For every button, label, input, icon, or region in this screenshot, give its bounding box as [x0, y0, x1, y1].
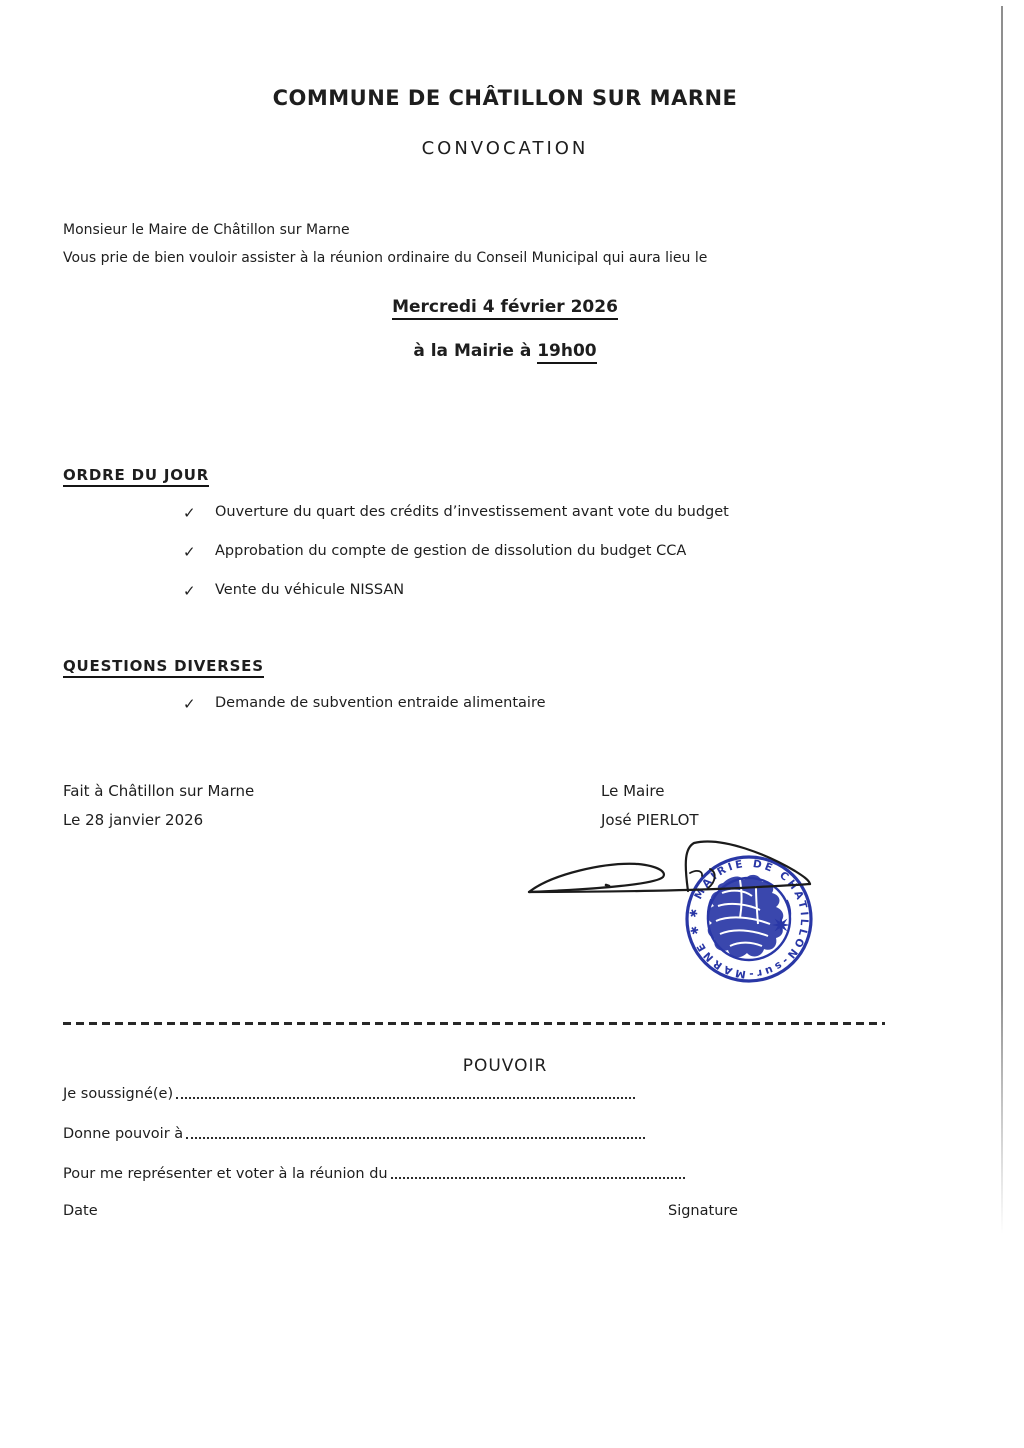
agenda-heading: ORDRE DU JOUR	[63, 466, 209, 484]
scan-artifact-line	[1001, 6, 1003, 1234]
meeting-time: 19h00	[537, 341, 596, 364]
questions-heading: QUESTIONS DIVERSES	[63, 657, 264, 675]
donne-pouvoir-label: Donne pouvoir à	[63, 1126, 184, 1142]
meeting-place-line	[0, 341, 1010, 361]
agenda-item-text: Vente du véhicule NISSAN	[215, 582, 405, 598]
check-icon: ✓	[183, 543, 196, 561]
signer-title: Le Maire	[601, 782, 665, 800]
pouvoir-heading: POUVOIR	[462, 1056, 548, 1076]
intro-line-1: Monsieur le Maire de Châtillon sur Marne	[63, 222, 350, 238]
agenda-item	[183, 543, 729, 561]
meeting-place: à la Mairie à	[413, 341, 538, 361]
meeting-date: Mercredi 4 février 2026	[392, 297, 618, 320]
agenda-item-text: Ouverture du quart des crédits d’investissement avant vote du budget	[215, 504, 729, 520]
intro-paragraph	[63, 216, 707, 272]
pouvoir-line-soussigne	[63, 1086, 635, 1102]
questions-item-text: Demande de subvention entraide alimentaire	[215, 695, 546, 711]
questions-list	[183, 695, 546, 734]
document-subtitle: CONVOCATION	[421, 138, 589, 159]
agenda-item	[183, 582, 729, 600]
closing-place-date	[63, 777, 254, 835]
agenda-list	[183, 504, 729, 621]
soussigne-label: Je soussigné(e)	[63, 1086, 174, 1102]
signer-block	[601, 777, 699, 835]
agenda-item	[183, 504, 729, 522]
pouvoir-line-representer	[63, 1166, 685, 1182]
date-label: Date	[63, 1203, 98, 1219]
document-title: COMMUNE DE CHÂTILLON SUR MARNE	[272, 86, 738, 110]
representer-dotted-line	[391, 1177, 685, 1179]
check-icon: ✓	[183, 504, 196, 522]
check-icon: ✓	[183, 695, 196, 713]
questions-item	[183, 695, 546, 713]
intro-line-2: Vous prie de bien vouloir assister à la réunion ordinaire du Conseil Municipal qui aura lieu le	[63, 250, 708, 266]
stamp-and-signature	[505, 830, 950, 1010]
pouvoir-line-donne-pouvoir	[63, 1126, 645, 1142]
dashed-separator	[63, 1022, 885, 1025]
stamp-ring-text: ✱ MAIRIE DE CHATILLON-sur-MARNE ✱	[687, 857, 811, 981]
closing-date: Le 28 janvier 2026	[63, 811, 204, 829]
signer-name: José PIERLOT	[601, 811, 699, 829]
closing-place: Fait à Châtillon sur Marne	[63, 782, 255, 800]
meeting-date-line	[0, 297, 1010, 317]
agenda-item-text: Approbation du compte de gestion de dissolution du budget CCA	[215, 543, 687, 559]
representer-label: Pour me représenter et voter à la réunion du	[63, 1166, 388, 1182]
soussigne-dotted-line	[176, 1097, 635, 1099]
donne-pouvoir-dotted-line	[186, 1137, 645, 1139]
check-icon: ✓	[183, 582, 196, 600]
mairie-stamp-icon	[687, 857, 811, 981]
signature-label: Signature	[668, 1203, 738, 1219]
